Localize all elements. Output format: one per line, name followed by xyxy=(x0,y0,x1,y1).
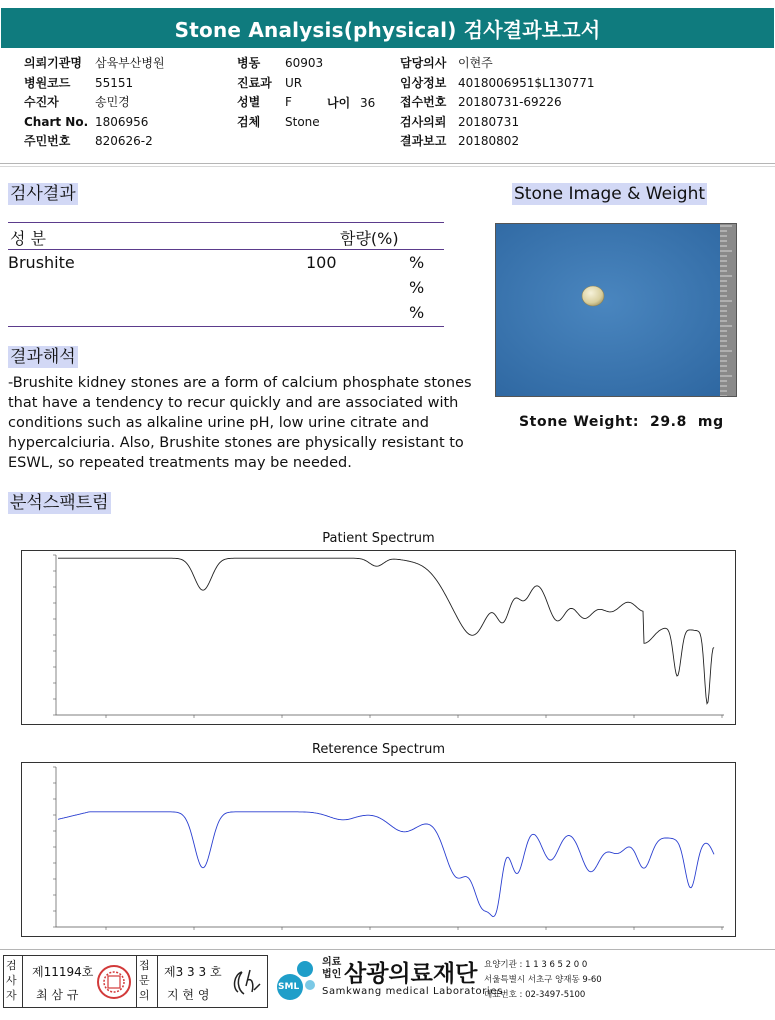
examiner-name: 최 삼 규 xyxy=(36,988,79,1002)
examiner-number: 제11194호 xyxy=(32,965,94,979)
org-logo xyxy=(274,955,772,1009)
info-value: UR xyxy=(285,75,303,90)
result-unit: % xyxy=(409,303,425,322)
col-content-header: 함량(%) xyxy=(340,229,399,248)
results-heading: 검사결과 xyxy=(10,184,76,204)
info-label: Chart No. xyxy=(24,114,89,129)
divider xyxy=(0,163,775,164)
table-header-rule xyxy=(8,249,444,250)
info-value: 60903 xyxy=(285,56,324,70)
org-name-en: Samkwang medical Laboratories xyxy=(322,986,503,997)
info-label: 수진자 xyxy=(24,95,59,109)
info-label: 성별 xyxy=(237,95,261,109)
patient-spectrum-plot xyxy=(22,551,735,724)
age-value: 36 xyxy=(360,96,376,110)
info-value: 55151 xyxy=(95,75,134,90)
divider xyxy=(0,166,775,167)
info-value: Stone xyxy=(285,114,320,129)
spectrum-axes xyxy=(56,555,724,715)
sml-logo-icon xyxy=(274,957,320,1001)
stone-weight xyxy=(519,414,724,430)
footer-divider xyxy=(0,949,775,950)
info-label: 주민번호 xyxy=(24,134,71,148)
reference-spectrum-title: Reterence Spectrum xyxy=(311,742,446,757)
specialist-signature xyxy=(226,966,264,1000)
info-value: 20180731-69226 xyxy=(458,95,562,109)
stone-photo-graphic xyxy=(496,224,737,397)
patient-spectrum-chart xyxy=(21,550,736,725)
report-title: Stone Analysis(physical) 검사결과보고서 xyxy=(1,8,774,48)
result-component: Brushite xyxy=(8,253,75,272)
info-label: 결과보고 xyxy=(400,134,447,148)
specialist-label: 접문의 xyxy=(139,959,150,1002)
info-label: 검사의뢰 xyxy=(400,114,447,129)
org-contact xyxy=(484,958,602,1003)
stone-image-heading: Stone Image & Weight xyxy=(514,184,706,204)
org-prefix: 의료법인 xyxy=(322,957,342,980)
info-label: 병동 xyxy=(237,56,261,70)
col-component-header: 성 분 xyxy=(10,229,46,248)
specialist-name: 지 현 영 xyxy=(167,988,210,1002)
info-label: 진료과 xyxy=(237,75,272,90)
info-label: 검체 xyxy=(237,114,261,129)
info-value: 20180731 xyxy=(458,114,520,129)
reference-spectrum-chart xyxy=(21,762,736,937)
info-value: 1806956 xyxy=(95,114,149,129)
table-bottom-rule xyxy=(8,326,444,327)
specialist-number: 제3 3 3 호 xyxy=(164,965,222,979)
info-value: 20180802 xyxy=(458,134,520,148)
info-value: 이현주 xyxy=(458,56,493,70)
stone-weight-value: 29.8 xyxy=(650,414,687,430)
result-value: 100 xyxy=(306,253,337,272)
stone-photo xyxy=(495,223,737,397)
contact-line: 서울특별시 서초구 양재동 9-60 xyxy=(484,975,602,985)
info-label: 병원코드 xyxy=(24,75,71,90)
stone-weight-label: Stone Weight: xyxy=(519,414,640,430)
sml-badge: SML xyxy=(278,982,300,992)
spectrum-trace xyxy=(58,558,714,703)
interpretation-heading: 결과해석 xyxy=(10,347,76,367)
info-label: 의뢰기관명 xyxy=(24,56,82,70)
table-top-rule xyxy=(8,222,444,223)
stone-weight-unit: mg xyxy=(697,414,724,430)
patient-spectrum-title: Patient Spectrum xyxy=(322,531,435,546)
examiner-label: 검사자 xyxy=(6,959,17,1002)
result-unit: % xyxy=(409,253,425,272)
org-name: 삼광의료재단 xyxy=(344,961,478,987)
spectrum-axes xyxy=(56,767,724,927)
info-value: 송민경 xyxy=(95,95,130,109)
info-value: F xyxy=(285,95,292,109)
info-label: 담당의사 xyxy=(400,56,447,70)
info-value: 삼육부산병원 xyxy=(95,56,165,70)
reference-spectrum-plot xyxy=(22,763,735,936)
info-label: 접수번호 xyxy=(400,95,447,109)
info-label: 임상정보 xyxy=(400,75,447,90)
contact-line: 대표번호 : 02-3497-5100 xyxy=(484,990,586,1000)
patient-info xyxy=(0,54,775,154)
age-label: 나이 xyxy=(327,96,351,110)
result-unit: % xyxy=(409,278,425,297)
info-value: 4018006951$L130771 xyxy=(458,75,595,90)
signature-box xyxy=(3,955,268,1008)
info-value: 820626-2 xyxy=(95,134,153,148)
examiner-seal xyxy=(96,964,132,1000)
interpretation-text: -Brushite kidney stones are a form of calcium phosphate stones that have a tendency to recur quickly and are associated with conditions such as alkaline urine pH, low urine citrate and hypercalciuria. Also, Brushite stones are physically resistant to ESWL, so repeated treatments may be needed. xyxy=(8,375,472,471)
contact-line: 요양기관 : 1 1 3 6 5 2 0 0 xyxy=(484,960,588,970)
spectrum-heading: 분석스팩트럼 xyxy=(10,493,109,513)
spectrum-trace xyxy=(58,812,714,917)
